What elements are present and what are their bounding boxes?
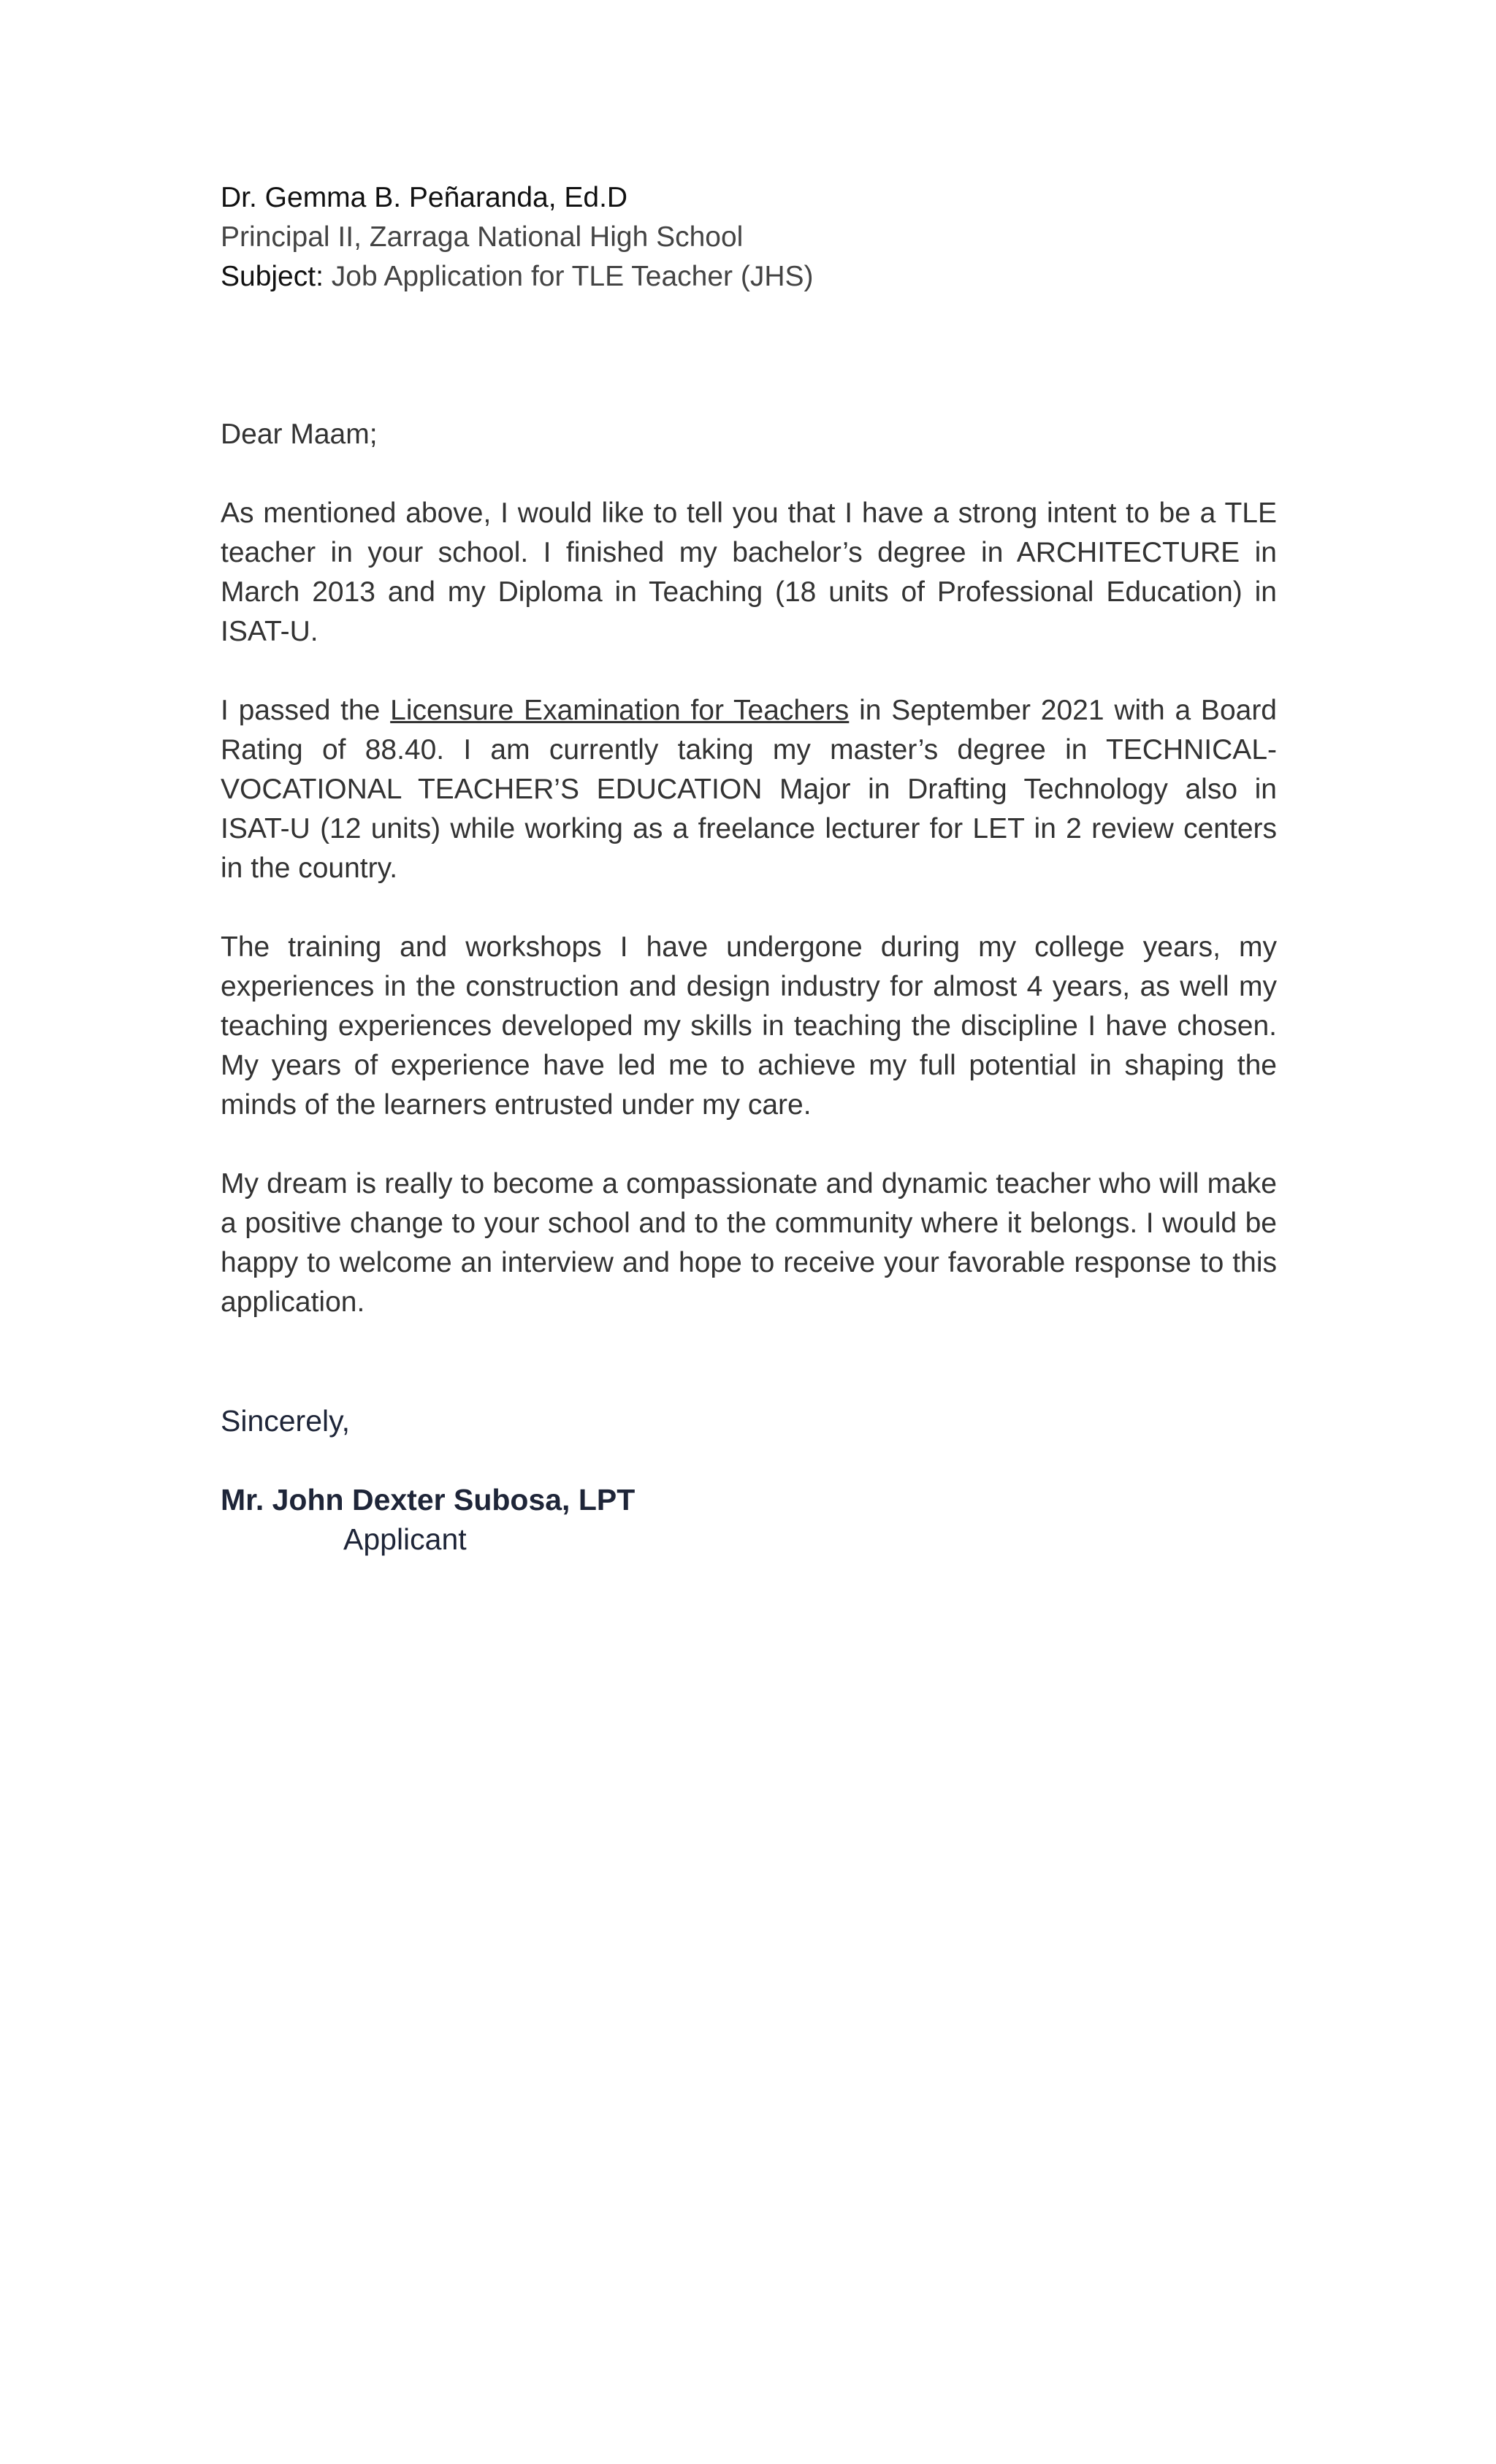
paragraph-2-lead: I passed the xyxy=(221,695,391,726)
body-paragraph-2 xyxy=(221,691,1277,888)
subject-line xyxy=(221,257,1277,297)
body-paragraph-4: My dream is really to become a compassionate and dynamic teacher who will make a positive change to your school and to the community where it belongs. I would be happy to welcome an interview and hope to receive your favorable response to this application. xyxy=(221,1168,1277,1318)
subject-text: Job Application for TLE Teacher (JHS) xyxy=(323,261,814,292)
body-paragraph-1: As mentioned above, I would like to tell you that I have a strong intent to be a TLE teacher in your school. I finished my bachelor’s degree in ARCHITECTURE in March 2013 and my Diploma in Teaching (18 units of Professional Education) in ISAT-U. xyxy=(221,497,1277,647)
licensure-exam-link[interactable]: Licensure Examination for Teachers xyxy=(390,695,850,726)
recipient-position: Principal II, Zarraga National High School xyxy=(221,221,744,253)
signer-name: Mr. John Dexter Subosa, LPT xyxy=(221,1483,636,1517)
closing: Sincerely, xyxy=(221,1404,350,1438)
body-paragraph-3: The training and workshops I have undergone during my college years, my experiences in the construction and design industry for almost 4 years, as well my teaching experiences developed my skills in teaching the discipline I have chosen. My years of experience have led me to achieve my full potential in shaping the minds of the learners entrusted under my care. xyxy=(221,931,1277,1121)
signer-role: Applicant xyxy=(343,1522,467,1556)
letter-page xyxy=(221,178,1277,1559)
salutation: Dear Maam; xyxy=(221,419,378,450)
recipient-name: Dr. Gemma B. Peñaranda, Ed.D xyxy=(221,182,628,213)
subject-label: Subject: xyxy=(221,261,324,292)
paragraph-2-rest: in September 2021 with a Board Rating of 88.40. I am currently taking my master’s degree in TECHNICAL-VOCATIONAL TEACHER’S EDUCATION Major in Drafting Technology also in ISAT-U (12 units) while working as a freelance lecturer for LET in 2 review centers in the country. xyxy=(221,695,1277,884)
